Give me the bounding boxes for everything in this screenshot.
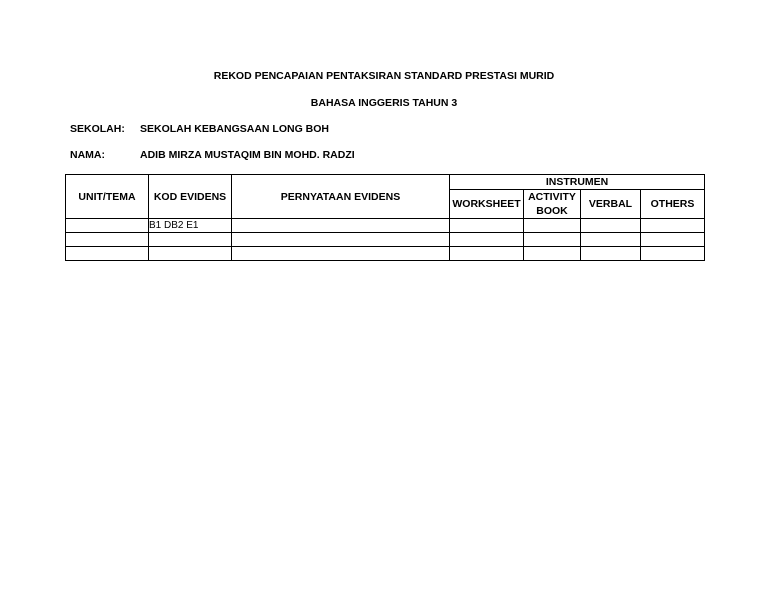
header-worksheet: WORKSHEET bbox=[450, 190, 524, 219]
cell-pernyataan bbox=[232, 219, 450, 233]
cell-pernyataan bbox=[232, 247, 450, 261]
cell-verbal bbox=[581, 219, 641, 233]
cell-activity-book bbox=[524, 233, 581, 247]
cell-others bbox=[641, 219, 705, 233]
cell-pernyataan bbox=[232, 233, 450, 247]
header-kod-evidens: KOD EVIDENS bbox=[149, 175, 232, 219]
header-instrumen: INSTRUMEN bbox=[450, 175, 705, 190]
header-activity-line1: ACTIVITY bbox=[528, 191, 576, 203]
evidence-table bbox=[65, 174, 705, 261]
school-field bbox=[70, 123, 329, 135]
cell-verbal bbox=[581, 233, 641, 247]
cell-verbal bbox=[581, 247, 641, 261]
cell-kod bbox=[149, 247, 232, 261]
name-field bbox=[70, 149, 355, 161]
header-pernyataan-evidens: PERNYATAAN EVIDENS bbox=[232, 175, 450, 219]
name-label: NAMA: bbox=[70, 149, 105, 161]
table-row bbox=[66, 219, 705, 233]
cell-worksheet bbox=[450, 233, 524, 247]
cell-unit bbox=[66, 219, 149, 233]
header-activity-line2: BOOK bbox=[536, 205, 568, 217]
school-label: SEKOLAH: bbox=[70, 123, 125, 135]
cell-others bbox=[641, 247, 705, 261]
cell-activity-book bbox=[524, 219, 581, 233]
header-verbal: VERBAL bbox=[581, 190, 641, 219]
document-title: REKOD PENCAPAIAN PENTAKSIRAN STANDARD PRESTASI MURID bbox=[213, 70, 555, 82]
cell-unit bbox=[66, 247, 149, 261]
cell-kod: B1 DB2 E1 bbox=[149, 219, 232, 233]
header-others: OTHERS bbox=[641, 190, 705, 219]
cell-others bbox=[641, 233, 705, 247]
cell-kod bbox=[149, 233, 232, 247]
table-row bbox=[66, 233, 705, 247]
header-activity-book bbox=[524, 190, 581, 219]
cell-unit bbox=[66, 233, 149, 247]
school-value: SEKOLAH KEBANGSAAN LONG BOH bbox=[140, 123, 330, 135]
name-value: ADIB MIRZA MUSTAQIM BIN MOHD. RADZI bbox=[140, 149, 355, 161]
document-subtitle: BAHASA INGGERIS TAHUN 3 bbox=[310, 97, 458, 109]
cell-activity-book bbox=[524, 247, 581, 261]
header-unit-tema: UNIT/TEMA bbox=[66, 175, 149, 219]
cell-worksheet bbox=[450, 219, 524, 233]
table-row bbox=[66, 247, 705, 261]
cell-worksheet bbox=[450, 247, 524, 261]
